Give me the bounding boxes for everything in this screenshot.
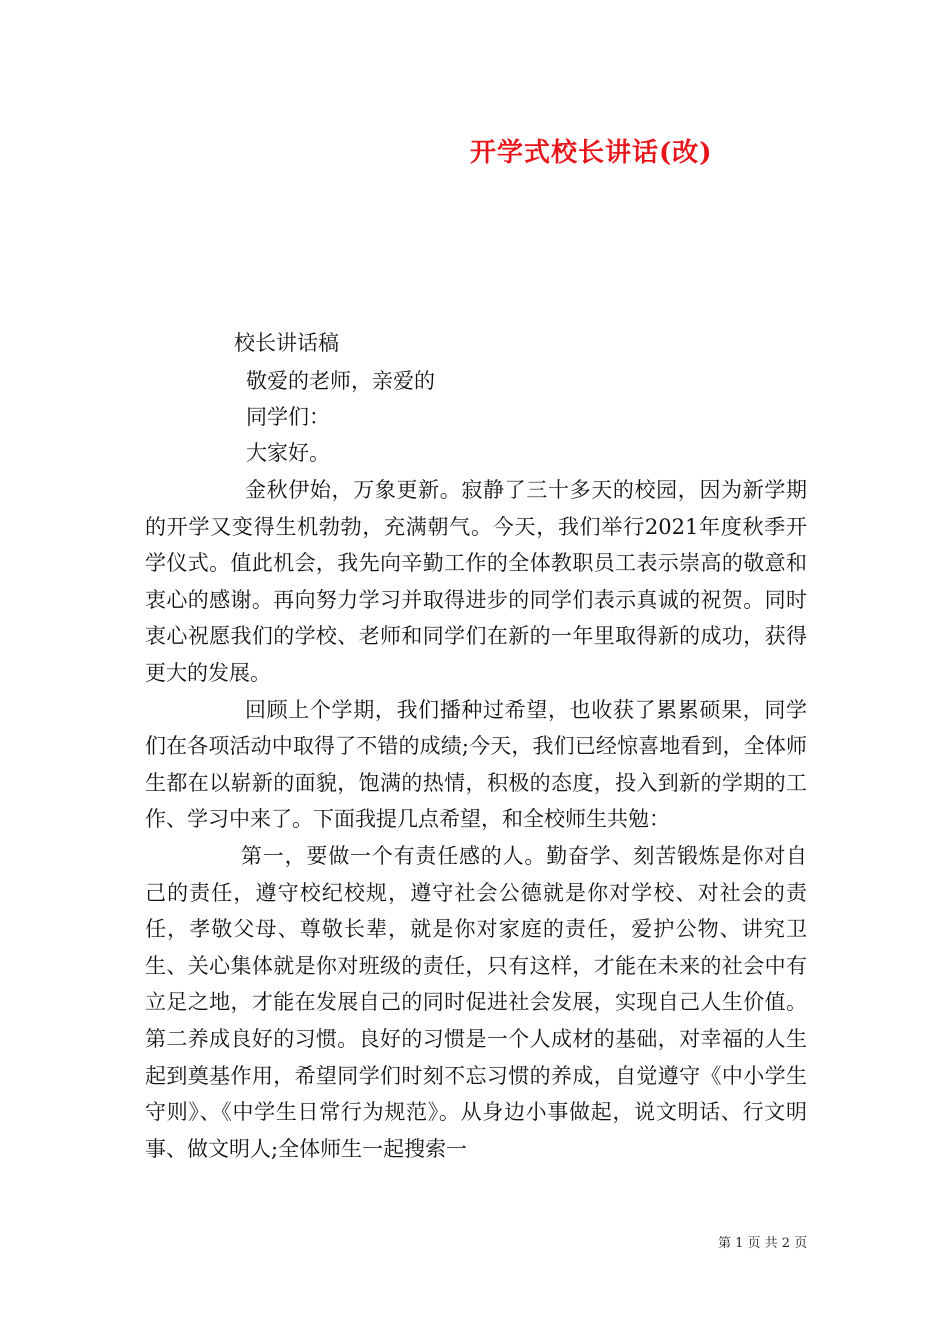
speech-body bbox=[145, 472, 807, 1167]
salutation-line-1: 敬爱的老师，亲爱的 bbox=[246, 369, 435, 393]
greeting-line: 大家好。 bbox=[246, 441, 330, 465]
paragraph-opening: 金秋伊始，万象更新。寂静了三十多天的校园，因为新学期的开学又变得生机勃勃，充满朝气。今天，我们举行2021年度秋季开学仪式。值此机会，我先向辛勤工作的全体教职员工表示崇高的敬意和衷心的感谢。再向努力学习并取得进步的同学们表示真诚的祝贺。同时衷心祝愿我们的学校、老师和同学们在新的一年里取得新的成功，获得更大的发展。 bbox=[145, 478, 807, 685]
document-title: 开学式校长讲话(改) bbox=[470, 138, 713, 168]
paragraph-review: 回顾上个学期，我们播种过希望，也收获了累累硕果，同学们在各项活动中取得了不错的成绩;今天，我们已经惊喜地看到，全体师生都在以崭新的面貌，饱满的热情，积极的态度，投入到新的学期的工作、学习中来了。下面我提几点希望，和全校师生共勉： bbox=[145, 697, 807, 832]
paragraph-hopes: 第一，要做一个有责任感的人。勤奋学、刻苦锻炼是你对自己的责任，遵守校纪校规，遵守社会公德就是你对学校、对社会的责任，孝敬父母、尊敬长辈，就是你对家庭的责任，爱护公物、讲究卫生、关心集体就是你对班级的责任，只有这样，才能在未来的社会中有立足之地，才能在发展自己的同时促进社会发展，实现自己人生价值。第二养成良好的习惯。良好的习惯是一个人成材的基础，对幸福的人生起到奠基作用，希望同学们时刻不忘习惯的养成，自觉遵守《中小学生守则》、《中学生日常行为规范》。从身边小事做起，说文明话、行文明事、做文明人;全体师生一起搜索一 bbox=[145, 843, 807, 1161]
page-number-footer: 第 1 页 共 2 页 bbox=[718, 1236, 808, 1251]
salutation-line-2: 同学们： bbox=[246, 405, 330, 429]
speech-heading: 校长讲话稿 bbox=[234, 331, 339, 355]
